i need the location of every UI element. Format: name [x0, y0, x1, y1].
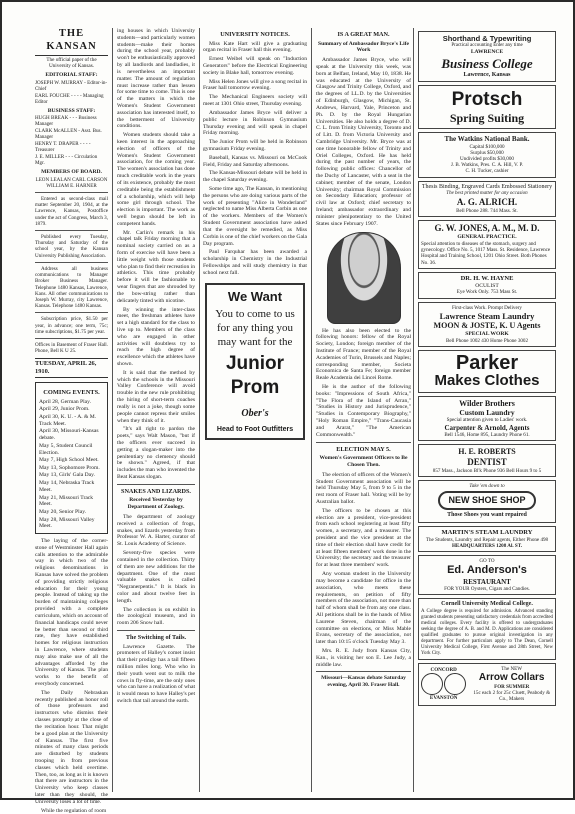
laundry-agents: MOON & JOSTE, K. U Agents [433, 321, 541, 331]
roberts-text: 857 Mass., Jackson Bl'k Phone 936 Bell Hours 9 to 5 [432, 468, 542, 475]
staff-line: HUGH BREAK - - - Business Manager [35, 115, 97, 128]
parker-tagline: Makes Clothes [434, 372, 540, 389]
editorial-paragraph: Women students should take a keen interest in the approaching election of officers of the Women's Student Government association, for the coming year. The women's association has done much creditable work in the years of its existence, probably the most creditable being the establishment of a scholarship, which will help some girl through school. The election is important. The work as well begun should be left in competent hands. [117, 132, 195, 227]
event-item: April 28, German Play. [39, 398, 91, 405]
collar-icon [444, 673, 466, 695]
college-location: Lawrence, Kansas [463, 71, 511, 78]
article-paragraph: He has also been elected to the following honors: fellow of the Royal Society, London; foreign member of the Institute of France; member of the Royal Academies of Turin, Brussels and Naples; corresponding member, Societa Economica de Santa Fe; foreign member Reale Academia dei Lincei Rome. [316, 327, 411, 382]
alrich-name: A. G. ALRICH. [456, 196, 518, 207]
staff-line: CLARK McALLEN - Asst. Bus. Manager [35, 128, 102, 141]
obers-advertisement [205, 283, 305, 441]
editorial-paragraph: "It's all right to pardon the poets," says Walt Mason, "but if the officers ever succeed in getting a slogan-maker into the penitentiary no clemency should be shown." Agreed, if that includes the man who invented the Beat Kansas slogan. [117, 426, 195, 480]
shorthand-subtitle: Practical accounting Enter any time [451, 43, 523, 49]
wilder-business: Custom Laundry [459, 408, 515, 418]
roberts-ad [418, 444, 556, 477]
event-item: May 7, High School Meet. [39, 457, 99, 464]
parker-ad [418, 350, 556, 393]
martin-name: MARTIN'S STEAM LAUNDRY [441, 528, 533, 536]
arrow-price: 15c each 2 for 25c Cluett, Peabody & Co., Makers [473, 690, 551, 703]
hayne-title: OCULIST [475, 282, 499, 289]
editorial-paragraph: By winning the inter-class meet, the freshman athletes have set a high standard for the class to live up to. Members of the class who are engaged in other activities will doubtless try to reach the high degree of excellence which the athletes have shown. [117, 306, 195, 367]
arrow-collars-ad [418, 663, 556, 706]
jones-text: Special attention to diseases of the stomach, surgery and gynecology. Office No. 5, 1017 Mass. St. Residence, Lawrence Hospital and Training School, 1201 Ohio Street. Both Phones No. 36. [421, 240, 551, 266]
ad-junior: Junior [225, 352, 285, 374]
roberts-title: DENTIST [467, 457, 507, 468]
issue-date: TUESDAY, APRIL 26, 1910. [35, 358, 108, 378]
column-4 [313, 28, 414, 792]
divider [35, 312, 108, 313]
event-item: April 30, K. U. - A. & M. Track Meet. [39, 413, 97, 427]
shoe-text: Those Shoes you want repaired [447, 512, 527, 519]
martin-sub: The Students, Laundry and Repair agents, Either Phone 498 [425, 536, 549, 543]
protsch-ad [418, 85, 556, 129]
divider [35, 338, 108, 339]
article-paragraph: Ambassador James Bryce, who will speak at the University this week, was born at Belfast, Ireland, May 10, 1838. He was educated at the University of Glasgow and Trinity College, Oxford, and the degrees of LL.D. by the Universities of Edinburgh, Glasgow, Michigan, St. Andrews, Harvard, Yale, Princeton and Ph. D. by the Royal Hungarian Universities. He also holds a degree of D. C. L. from Trinity University, Toronto and of Litt. D. from Victoria University and Cambridge University. Mr. Bryce was at one time honorable fellow of Trinity and Oriel Colleges, Oxford. He has held during the past number of years, the following public offices: Chancellor of the Duchy of Lancaster, with a seat in the cabinet; member of the senate, London University; chairman Royal Commission on Secondary Education; professor of civil law at Oxford; chief secretary to Ireland; ambassador extraordinary and minister plenipotentiary to the United States since February 1907. [316, 57, 411, 227]
collar-icon [421, 673, 443, 695]
column-3 [200, 28, 310, 792]
ad-prom: Prom [230, 376, 280, 398]
bryce-subheadline: Summary of Ambassador Bryce's Life Work [318, 40, 409, 54]
ad-we-want: We Want [227, 288, 283, 304]
address-notice: Address all business communications to Manager Broker Business Manager. Telephone 1480 Kansas, Lawrence, Kans. All other communications to Joseph W. Murray, city Lawrence, Kansas. Telephone 1480 Kansas. [35, 265, 108, 310]
entered-notice: Entered as second-class mail matter September 20, 1904, at the Lawrence, Kansas, Postoffice under the act of Congress, March 3, 1879. [35, 196, 108, 227]
laundry-tagline: First-class Work. Prompt Delivery [452, 304, 522, 311]
bank-line: Undivided profits $30,000 [460, 155, 514, 162]
shoe-intro: Take 'em down to [469, 483, 505, 490]
cornell-ad [418, 598, 556, 659]
coming-events-box [35, 382, 108, 534]
parker-name: Parker [455, 352, 519, 374]
editorial-paragraph: ing houses in which University students—and particularly women students—make their homes during the school year, probably won't be enthusiastically approved by all landlords and landladies, it is nevertheless an important matter. The amount of regulation must increase rather than lessen for some time to come. This is one of the matters in which the Women's Student Government association has interested itself, to the betterment of University conditions. [117, 28, 195, 130]
article-paragraph: The department of zoology received a collection of frogs, snakes, and lizards yesterday from Professor W. A. Harter, curator of St. Louis Academy of Science. [117, 514, 195, 548]
staff-line: EARL FOUCHE - - - - Managing Editor [35, 92, 104, 105]
jones-ad [418, 220, 556, 269]
ad-store-name: Ober's [241, 407, 269, 419]
article-paragraph: Any woman student in the University may become a candidate for office in the association, who meets these requirements, on petition of fifty members of the association, not more than half of whom shall be from any one class. All petitions shall be in the hands of Miss Laurene Steven, chairman of the committee on elections, or Miss Mable Evans, secretary of the association, not later than 10:15 o'clock Tuesday May 3. [316, 571, 411, 646]
jones-name: G. W. JONES, A. M., M. D. [434, 223, 540, 234]
editorial-paragraph: The Daily Nebraskan recently published an honor roll of those professors and instructors who dismiss their classes promptly at the close of the recitation hour. That might be a good plan at the University of Kansas. The first five minutes of many class periods are disturbed by students trooping in from previous classes which held overtime. Then, too, as long as it is known that there are instructors in the University who keep classes later than they should, the University loses a lot of time. [35, 689, 108, 805]
notice-paragraph: Paul Farquhar has been awarded a scholarship in Chemistry in the Industrial Fellowships and will study chemistry in that school next fall. [203, 249, 307, 276]
wilder-agents: Carpenter & Arnold, Agents [444, 423, 530, 432]
event-item: May 20, Senior Play. [39, 508, 87, 515]
notices-headline: UNIVERSITY NOTICES. [220, 31, 290, 38]
thesis-line: Thesis Binding, Engraved Cards Embossed Stationery [421, 183, 553, 190]
cornell-name: Cornell University Medical College. [441, 601, 533, 608]
advertisement-column [415, 28, 559, 792]
divider [316, 671, 411, 672]
staff-line: JOSEPH W. MURRAY - Editor-in-Chief [35, 79, 108, 92]
column-rule [311, 28, 312, 792]
coming-events-heading: COMING EVENTS. [43, 388, 100, 396]
wilder-text: Special attention given to Ladies' work. [446, 417, 528, 424]
martin-address: HEADQUARTERS 1208 Al. ST. [451, 542, 523, 549]
divider [117, 630, 195, 631]
bank-line: C. H. Tucker, cashier [465, 168, 509, 175]
notice-item: Miss Kate Hart will give a graduating organ recital in Fraser hall this evening. [203, 40, 307, 54]
shoe-shop-sign: NEW SHOE SHOP [438, 491, 535, 510]
business-college-ad [418, 31, 556, 82]
notice-item: Ambassador James Bryce will deliver a public lecture in Robinson Gymnasium Thursday evening and will speak in chapel Friday morning. [203, 109, 307, 137]
watkins-bank-ad [418, 132, 556, 178]
arrow-name: Arrow Collars [478, 671, 545, 683]
arrow-season: FOR SUMMER [494, 683, 530, 690]
event-item: April 29, Junior Prom. [39, 406, 90, 413]
notice-item: The Mechanical Engineers society will meet at 1301 Ohio street, Thursday evening. [203, 94, 307, 108]
bank-line: J. B. Watkins, Pres. C. A. Hill, V. P. [450, 162, 524, 169]
notice-item: Ernest Weibel will speak on "Induction Generators" before the Electrical Engineering society in Blake hall, tomorrow evening. [203, 56, 307, 76]
article-paragraph: Mrs. R. E. Judy from Kansas City, Kan., is visiting her son E. Lee Judy, a middle law. [316, 648, 411, 668]
divider [35, 192, 108, 193]
article-paragraph: The election of officers of the Women's Student Government association will be held Thursday May 5, from 9 to 5 in the rest room of Fraser hall. Voting will be by Australian ballot. [316, 471, 411, 505]
column-rule [413, 28, 414, 792]
bryce-portrait [327, 232, 401, 324]
editorial-paragraph: It is said that the method by which the schools in the Missouri Valley Conference will avoid trouble in the new rule prohibiting the hiring of short-term coaches really is not a joke, though some people cannot repress their smiles when they think of it. [117, 369, 195, 424]
article-paragraph: Lawrence Gazette. The promoters of Halley's comet insist that their prodigy has a tail fifteen million miles long. Who who in their youth went out to milk the cows in fly-time, are the only ones who can have a realization of what it would mean to have Halley's pet switch that tail around the earth. [117, 643, 195, 705]
collar-illustration [421, 667, 466, 701]
thesis-subline: The best printed matter for any occasion [446, 190, 528, 196]
editorial-paragraph: Mr. Carlin's remark in his chapel talk Friday morning that a nominal society carried on as a form of exercise will have been a little weight with those students who plan to find their recreation in athletics. This time probably before it will be fashionable to wear fingers that are shrouded by the bow-string rather than delicately tinted with nicotine. [117, 229, 195, 304]
jones-practice: GENERAL PRACTICE. [457, 234, 517, 241]
notice-item: Miss Helen Jones will give a song recital in Fraser hall tomorrow evening. [203, 78, 307, 92]
event-item: May 5, Student Council Election. [39, 442, 93, 456]
shoe-shop-ad [418, 480, 556, 522]
ad-body: You to come to us for any thing you may want for the [215, 308, 295, 348]
business-heading: BUSINESS STAFF: [47, 107, 96, 114]
editorial-paragraph: While the regulation of room [41, 807, 107, 814]
hayne-ad [418, 272, 556, 299]
hayne-name: DR. H. W. HAYNE [460, 274, 514, 282]
anderson-ad [418, 555, 556, 595]
notice-paragraph: Some time ago, The Kansan, in mentioning the persons who are doing various parts of the work of presenting "Alice in Wonderland" neglected to name Miss Alberta Corbin as one of the workers. Members of the Women's Student Government association have asked that the oversight be remedied, as Miss Corbin is one of the chief workers on the Gala Day program. [203, 186, 307, 247]
article-paragraph: He is the author of the following books: "Impressions of South Africa," "The Flora of the Island of Arran," "Studies in History and Jurisprudence," "Studies in Contemporary Biography," "Holy Roman Empire," "Trans-Caucasia and Ararat," "The American Commonwealth." [316, 384, 411, 438]
anderson-text: FOR YOUR Oysters, Cigars and Candies. [444, 586, 530, 593]
divider [117, 484, 195, 485]
bryce-headline: IS A GREAT MAN. [337, 31, 390, 38]
alrich-ad [418, 181, 556, 218]
column-2 [114, 28, 198, 792]
wilder-name: Wilder Brothers [459, 398, 515, 408]
hayne-text: Eye Work Only. 753 Mass St. [456, 289, 518, 296]
wilder-phones: Bell 1546, Home 895, Laundry Phone 61. [444, 432, 530, 439]
event-item: May 13, Sophomore Prom. [39, 464, 100, 471]
masthead: THE KANSAN [35, 28, 108, 56]
divider [316, 442, 411, 443]
snakes-subheadline: Received Yesterday by Department of Zoology. [127, 497, 185, 511]
college-city: LAWRENCE [470, 49, 504, 56]
subscription-notice: Subscription price, $1.50 per year, in advance; one term, 75c; time subscriptions, $1.75 per year. [35, 316, 108, 335]
laundry-ad [418, 302, 556, 347]
event-item: May 28, Missouri Valley Meet. [39, 516, 95, 530]
laundry-name: Lawrence Steam Laundry [439, 310, 535, 321]
bank-name: The Watkins National Bank. [444, 135, 530, 144]
bank-line: Capital $100,000 [469, 143, 505, 150]
event-item: April 30, Missouri-Kansas debate. [39, 428, 99, 442]
wilder-ad [418, 396, 556, 442]
column-rule [112, 28, 113, 792]
anderson-go: GO TO [479, 558, 495, 565]
laundry-phones: Bell Phone 1002 430 Home Phone 3002 [445, 337, 529, 344]
protsch-name: Protsch [451, 89, 523, 111]
collar-name-evanston: EVANSTON [429, 695, 458, 702]
snakes-headline: SNAKES AND LIZARDS. [121, 487, 191, 495]
election-subheadline: Women's Government Officers to Be Chosen Then. [319, 455, 408, 468]
event-item: May 21, Missouri Track Meet. [39, 494, 94, 508]
collar-name-concord: CONCORD [430, 666, 457, 673]
alrich-phone: Bell Phone 288. 744 Mass. St. [456, 207, 518, 214]
debate-notice: Missouri—Kansas debate Saturday evening, April 30. Fraser Hall. [321, 675, 406, 689]
official-line: The official paper of the University of Kansas. [46, 56, 97, 69]
anderson-name: Ed. Anderson's [447, 564, 527, 577]
protsch-tagline: Spring Suiting [449, 111, 525, 126]
offices-notice: Offices in Basement of Fraser Hall. Phone, Bell K U 25. [35, 341, 108, 355]
event-item: May 14, Nebraska Track Meet. [39, 480, 95, 493]
staff-line: HENRY T. DRAPER - - - - Treasurer [35, 141, 91, 154]
martin-laundry-ad [418, 526, 556, 552]
editorial-paragraph: The laying of the corner-stone of Westminster Hall again calls attention to the admirable way in which two of the religious denominations in Kansas have solved the problem of providing strictly religious education for their young people. Instead of taking up the burden of maintaining colleges provided with a complete curriculum, which on account of financial handicaps could never be better than second or third rate, they have established homes for religious instruction in Lawrence, where students may also make use of all the advantages afforded by the University of Kansas. The plan works to the benefit of everybody concerned. [35, 537, 108, 688]
roberts-name: H. E. ROBERTS [458, 447, 516, 457]
laundry-special: SPECIAL WORK [465, 330, 509, 337]
notice-item: The Kansas-Missouri debate will be held in the chapel Saturday evening. [203, 170, 307, 184]
notice-item: Baseball, Kansas vs. Missouri on McCook Field, Friday and Saturday afternoons. [203, 154, 307, 168]
cornell-text: A College degree is required for admission. Advanced standing granted students presenting satisfactory credentials from accredited medical colleges. Every facility is offered to undergraduates seeking the degree of A. B. and M. D. Applications are considered qualified graduates to pursue original investigation in any department. For further particulars apply to The Dean, Cornell University Medical College, First Avenue and 28th Street, New York City. [421, 608, 553, 656]
arrow-new: The NEW [501, 665, 523, 672]
board-members: LEON LEALAN CARL CARSON WILLIAM E. HARNER [35, 176, 108, 189]
bank-line: Surplus $50,000 [470, 149, 504, 156]
event-item: May 13, Girls' Gala Day. [39, 472, 95, 479]
article-paragraph: Seventy-five species were contained in the collection. Thirty of them are new additions for the department. One of the most valuable snakes is called "Negranerpentis." It is black in color and about twelve feet in length. [117, 550, 195, 604]
college-name: Business College [441, 56, 533, 72]
article-paragraph: The collection is on exhibit in the zoological museum, and in room 206 Snow hall. [117, 606, 195, 627]
divider [35, 262, 108, 263]
shorthand-title: Shorthand & Typewriting [442, 34, 532, 43]
ad-tagline: Head to Foot Outfitters [216, 425, 294, 433]
editorial-heading: EDITORIAL STAFF: [45, 72, 98, 79]
anderson-business: RESTAURANT [463, 577, 511, 586]
tails-headline: The Switching of Tails. [125, 634, 187, 641]
election-headline: ELECTION MAY 5. [336, 445, 391, 453]
column-1 [32, 28, 111, 814]
published-notice: Published every Tuesday, Thursday and Saturday of the school year, by the Kansan University Publishing Association. [35, 234, 108, 259]
divider [35, 230, 108, 231]
arrow-copy [470, 666, 553, 703]
notice-item: The Junior Prom will be held in Robinson gymnasium Friday evening. [203, 139, 307, 152]
article-paragraph: The officers to be chosen at this election are a president, vice-president from each school registering at least fifty women, a secretary, and a treasurer. The president and the vice president at the time of their election shall have credit for at least fifteen members' work done in the University; the secretary and the treasurer for at least three members' work. [316, 507, 411, 569]
board-heading: MEMBERS OF BOARD. [41, 169, 102, 176]
staff-line: J. E. MILLER - - - Circulation Mgr. [35, 153, 98, 167]
